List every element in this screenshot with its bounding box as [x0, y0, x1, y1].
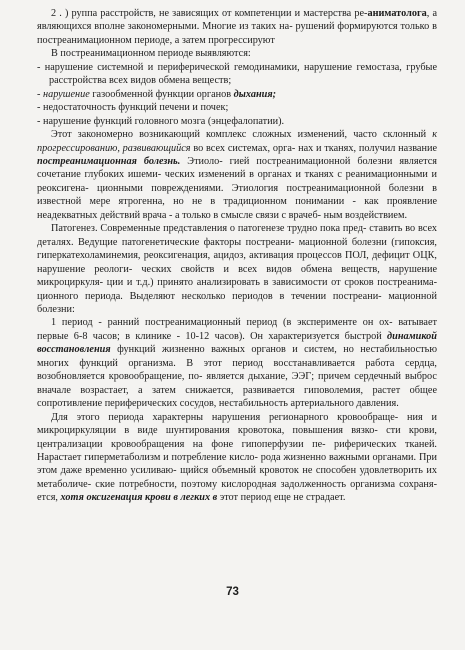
paragraph-2: В постреанимационном периоде выявляются: [51, 48, 251, 60]
bold-italic-term: динамикой восстановления [37, 330, 437, 356]
italic-term: к прогрессированию, развивающийся [37, 129, 437, 154]
list-item: - недостаточность функций печени и почек; [37, 102, 229, 114]
paragraph-6: Для этого периода характерны нарушения регионарного кровообраще- ния и микроциркуляции в виде шунтирования кровотока, повышения вязко- сти крови, централизации кровообращения на фоне гипоперфузии пе- риферических тканей. Нарастает гиперметаболизм и потребление кисло- рода жизненно важными органами. При этом даже временно усиливаю- щийся объемный кровоток не способен удовлетворить их метаболиче- ские потребности, поэтому кислородная задолженность организма сохраня- ется, хотя оксигенация крови в легких в этот период еще не страдает. [37, 411, 437, 504]
italic-term: нарушение [42, 88, 90, 100]
list-item: - нарушение газообменной функции органов дыхания; [37, 88, 277, 100]
paragraph-1: 2 . ) руппа расстройств, не зависящих от компетенции и мастерства ре-аниматолога, а являющихся вполне закономерными. Многие из таких на- рушений формируются только в постреанимационном периоде, а затем прогрессируют [37, 8, 437, 46]
list-item: - нарушение системной и периферической гемодинамики, нарушение гемостаза, грубые расстройства всех видов обмена веществ; [37, 61, 437, 87]
bold-term: аниматолога [367, 8, 427, 19]
paragraph-4: Патогенез. Современные представления о патогенезе трудно пока пред- ставить во всех деталях. Ведущие патогенетические факторы постреани- мационной болезни (гипоксия, гиперкатехоламинемия, реоксигенация, ацидоз, активация процессов ПОЛ, дефицит ОЦК, нарушение реологи- ческих свойств и всех видов обмена веществ, нарушение микроциркуля- ции и т.д.) принято анализировать в зависимости от сроков постреанима- ционного периода. Выделяют несколько периодов в течении постреани- мационной болезни: [37, 223, 437, 315]
paragraph-5: 1 период - ранний постреанимационный период (в эксперименте он ох- ватывает первые 6-8 часов; в клинике - 10-12 часов). Он характеризуется быстрой динамикой восстановления функций жизненно важных органов и систем, но нестабильностью многих функций организма. В этот период восстанавливается работа сердца, возобновляется кровообращение, по- является дыхание, ЭЭГ; причем сердечный выброс вначале возрастает, а затем снижается, развивается гиповолемия, растет общее сопротивление периферических сосудов, нестабильность артериального давления. [37, 317, 437, 410]
paragraph-3: Этот закономерно возникающий комплекс сложных изменений, часто склонный к прогрессированию, развивающийся во всех системах, орга- нах и тканях, получил название постреанимационная болезнь. Этиоло- гией постреанимационной болезни является сочетание глубоких ишеми- ческих изменений в органах и тканях с реанимационными и реоксигена- ционными повреждениями. Этиология постреанимационной болезни в известной мере ятрогенна, но не в традиционном понимании - как проявление неадекватных действий врача - а только в смысле связи с врачеб- ным воздействием. [37, 129, 437, 221]
bold-italic-term: постреанимационная болезнь. [37, 155, 181, 167]
list-item: - нарушение функций головного мозга (энцефалопатии). [37, 115, 285, 127]
body-text [37, 7, 437, 505]
bold-italic-term: дыхания; [233, 88, 277, 100]
page-number: 73 [226, 586, 239, 598]
bold-italic-term: хотя оксигенация крови в легких в [60, 492, 218, 504]
